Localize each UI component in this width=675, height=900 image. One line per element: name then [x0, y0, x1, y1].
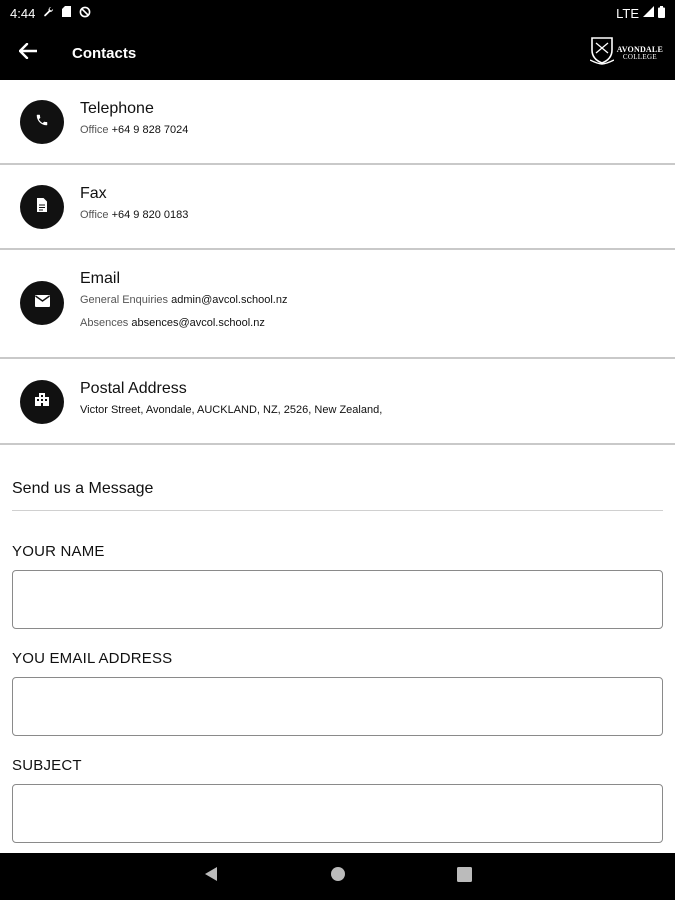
nav-back-button[interactable]	[147, 853, 274, 900]
fax-document-icon	[36, 198, 48, 217]
contact-line-label: General Enquiries	[80, 294, 169, 306]
arrow-left-icon	[19, 43, 37, 64]
contact-fax	[0, 165, 675, 250]
contact-email	[0, 250, 675, 359]
nav-recents-icon	[457, 867, 472, 887]
postal-address-text[interactable]: Victor Street, Avondale, AUCKLAND, NZ, 2526, New Zealand,	[80, 404, 383, 416]
contact-telephone	[0, 80, 675, 165]
app-bar	[0, 26, 675, 80]
system-nav-bar	[0, 853, 675, 900]
college-logo	[590, 36, 663, 71]
contact-line-label: Absences	[80, 317, 129, 329]
email-link[interactable]: absences@avcol.school.nz	[131, 317, 265, 329]
contact-title: Fax	[80, 185, 107, 202]
phone-icon	[35, 113, 49, 132]
status-time: 4:44	[10, 5, 36, 21]
contacts-content[interactable]	[0, 80, 675, 853]
contact-title: Telephone	[80, 100, 154, 117]
contact-line	[80, 403, 382, 417]
building-icon	[35, 393, 49, 411]
message-form-divider	[12, 510, 663, 511]
logo-line2: COLLEGE	[622, 52, 657, 61]
contact-line-label: Office	[80, 124, 109, 136]
fax-number-link[interactable]: +64 9 820 0183	[111, 209, 189, 221]
subject-field-label: SUBJECT	[12, 757, 82, 774]
status-bar	[0, 0, 675, 26]
contact-title: Postal Address	[80, 380, 187, 397]
contact-line	[80, 123, 188, 137]
wrench-icon	[43, 6, 54, 20]
nav-recents-button[interactable]	[401, 853, 528, 900]
contact-line-label: Office	[80, 209, 109, 221]
phone-number-link[interactable]: +64 9 828 7024	[111, 124, 189, 136]
email-field[interactable]	[12, 677, 663, 736]
nav-back-icon	[204, 866, 218, 887]
nav-home-icon	[330, 866, 346, 887]
email-link[interactable]: admin@avcol.school.nz	[171, 294, 288, 306]
contact-icon-circle	[20, 281, 64, 325]
message-form-heading: Send us a Message	[12, 480, 154, 497]
mail-icon	[35, 294, 50, 312]
contact-line	[80, 208, 188, 222]
back-button[interactable]	[0, 26, 56, 80]
battery-icon	[658, 6, 665, 21]
nav-home-button[interactable]	[274, 853, 401, 900]
contact-line	[80, 293, 287, 307]
name-field[interactable]	[12, 570, 663, 629]
contact-postal-address	[0, 359, 675, 445]
crest-icon	[590, 36, 614, 71]
email-field-label: YOU EMAIL ADDRESS	[12, 650, 173, 667]
subject-field[interactable]	[12, 784, 663, 843]
sync-blocked-icon	[79, 6, 91, 21]
contact-icon-circle	[20, 185, 64, 229]
name-field-label: YOUR NAME	[12, 543, 105, 560]
contact-line	[80, 316, 287, 330]
network-type: LTE	[616, 5, 639, 21]
contact-title: Email	[80, 270, 121, 287]
logo-line1: AVONDALE	[616, 44, 663, 54]
signal-icon	[643, 6, 654, 20]
sd-card-icon	[62, 6, 71, 20]
contact-icon-circle	[20, 380, 64, 424]
page-title: Contacts	[72, 44, 137, 62]
contact-icon-circle	[20, 100, 64, 144]
